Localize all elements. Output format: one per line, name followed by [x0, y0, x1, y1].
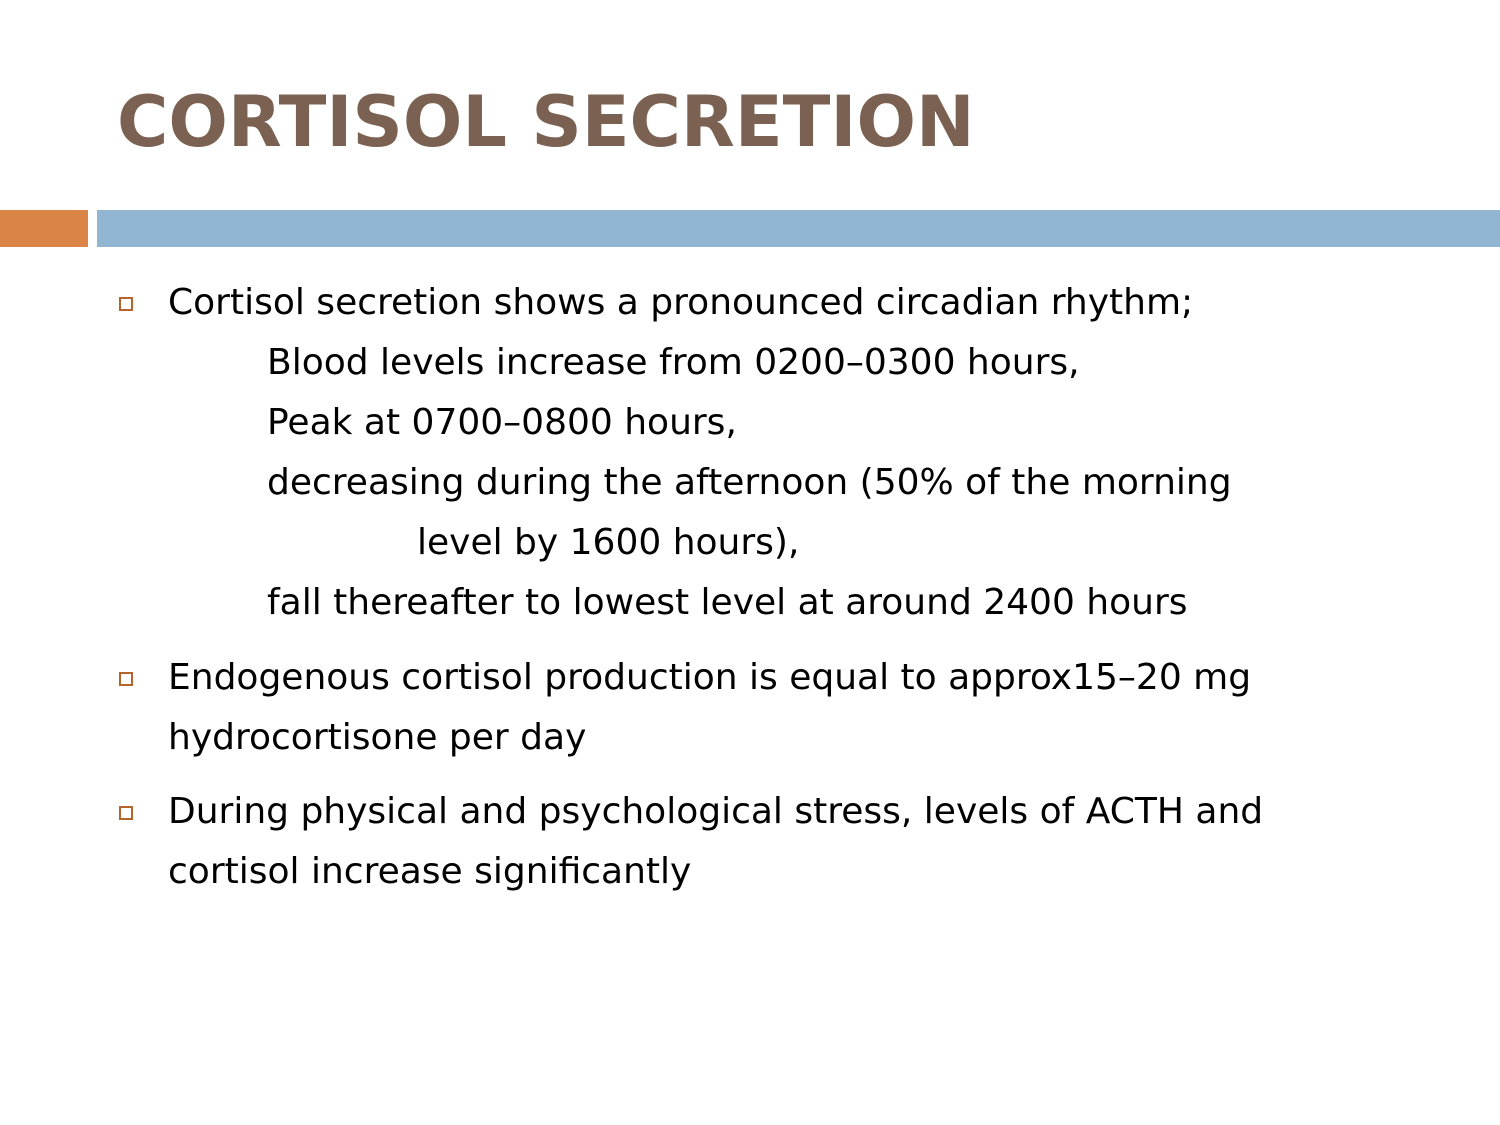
sub-bullet-text: Blood levels increase from 0200–0300 hours, [267, 342, 1080, 383]
sub-bullet-text: level by 1600 hours), [417, 522, 800, 563]
sub-bullet-text: Peak at 0700–0800 hours, [267, 402, 737, 443]
sub-bullet-text: decreasing during the afternoon (50% of the morning [267, 462, 1232, 503]
bullet-text: Cortisol secretion shows a pronounced circadian rhythm; [168, 282, 1194, 323]
title-accent-bar [0, 210, 88, 247]
hollow-square-bullet-icon [119, 672, 133, 686]
hollow-square-bullet-icon [119, 297, 133, 311]
bullet-text: hydrocortisone per day [168, 717, 587, 758]
bullet-text: During physical and psychological stress, levels of ACTH and [168, 791, 1264, 832]
slide-title: CORTISOL SECRETION [117, 81, 975, 163]
hollow-square-bullet-icon [119, 806, 133, 820]
title-divider-bar [97, 210, 1500, 247]
sub-bullet-text: fall thereafter to lowest level at around 2400 hours [267, 582, 1188, 623]
bullet-text: cortisol increase significantly [168, 851, 692, 892]
bullet-text: Endogenous cortisol production is equal to approx15–20 mg [168, 657, 1252, 698]
